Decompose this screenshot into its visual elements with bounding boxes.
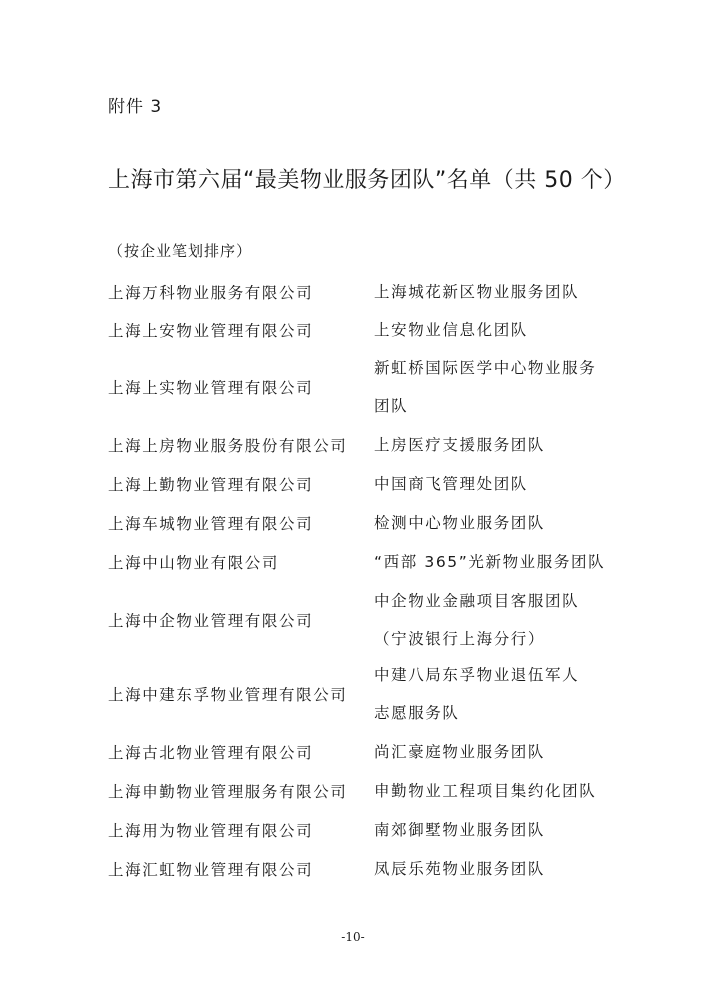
team-name-line: 志愿服务队 xyxy=(374,704,460,722)
company-name: 上海用为物业管理有限公司 xyxy=(108,822,314,840)
list-item xyxy=(108,811,648,849)
team-name xyxy=(374,656,644,732)
list-item xyxy=(108,772,648,810)
team-name xyxy=(374,582,644,658)
attachment-label: 附件 3 xyxy=(108,97,163,117)
team-name xyxy=(374,811,644,849)
company-name: 上海申勤物业管理服务有限公司 xyxy=(108,783,348,801)
team-name-line: 中企物业金融项目客服团队 xyxy=(374,592,580,610)
list-item xyxy=(108,656,648,732)
company-name: 上海车城物业管理有限公司 xyxy=(108,515,314,533)
team-name-line: 凤辰乐苑物业服务团队 xyxy=(374,860,546,878)
team-name xyxy=(374,349,644,425)
team-name-line: 团队 xyxy=(374,397,409,415)
team-name xyxy=(374,772,644,810)
list-item xyxy=(108,465,648,503)
sort-note: （按企业笔划排序） xyxy=(108,242,253,260)
team-name-line: 南郊御墅物业服务团队 xyxy=(374,821,546,839)
team-name xyxy=(374,850,644,888)
company-name: 上海上房物业服务股份有限公司 xyxy=(108,437,348,455)
company-name: 上海上勤物业管理有限公司 xyxy=(108,476,314,494)
list-item xyxy=(108,349,648,425)
list-item xyxy=(108,582,648,658)
company-name: 上海中山物业有限公司 xyxy=(108,554,280,572)
team-name-line: 新虹桥国际医学中心物业服务 xyxy=(374,359,597,377)
list-item xyxy=(108,543,648,581)
company-name: 上海古北物业管理有限公司 xyxy=(108,744,314,762)
team-name-line: 中建八局东孚物业退伍军人 xyxy=(374,666,580,684)
company-name: 上海上安物业管理有限公司 xyxy=(108,322,314,340)
list-item xyxy=(108,733,648,771)
team-name-line: “西部 365”光新物业服务团队 xyxy=(374,553,606,571)
team-name-line: 中国商飞管理处团队 xyxy=(374,475,528,493)
team-name-line: 上安物业信息化团队 xyxy=(374,321,528,339)
page-number: -10- xyxy=(341,930,365,944)
team-name xyxy=(374,733,644,771)
document-title: 上海市第六届“最美物业服务团队”名单（共 50 个） xyxy=(108,168,626,193)
list-item xyxy=(108,850,648,888)
list-item xyxy=(108,504,648,542)
team-name-line: 检测中心物业服务团队 xyxy=(374,514,546,532)
company-name: 上海汇虹物业管理有限公司 xyxy=(108,861,314,879)
company-name: 上海中建东孚物业管理有限公司 xyxy=(108,686,348,704)
team-name-line: （宁波银行上海分行） xyxy=(374,630,546,648)
team-name-line: 尚汇豪庭物业服务团队 xyxy=(374,743,546,761)
list-item xyxy=(108,273,648,311)
list-item xyxy=(108,426,648,464)
company-name: 上海万科物业服务有限公司 xyxy=(108,284,314,302)
team-name xyxy=(374,465,644,503)
team-name xyxy=(374,504,644,542)
list-item xyxy=(108,311,648,349)
team-name-line: 申勤物业工程项目集约化团队 xyxy=(374,782,597,800)
team-name xyxy=(374,311,644,349)
team-name xyxy=(374,543,644,581)
team-name xyxy=(374,426,644,464)
company-name: 上海上实物业管理有限公司 xyxy=(108,379,314,397)
team-name-line: 上房医疗支援服务团队 xyxy=(374,436,546,454)
team-name xyxy=(374,273,644,311)
team-name-line: 上海城花新区物业服务团队 xyxy=(374,283,580,301)
company-name: 上海中企物业管理有限公司 xyxy=(108,612,314,630)
